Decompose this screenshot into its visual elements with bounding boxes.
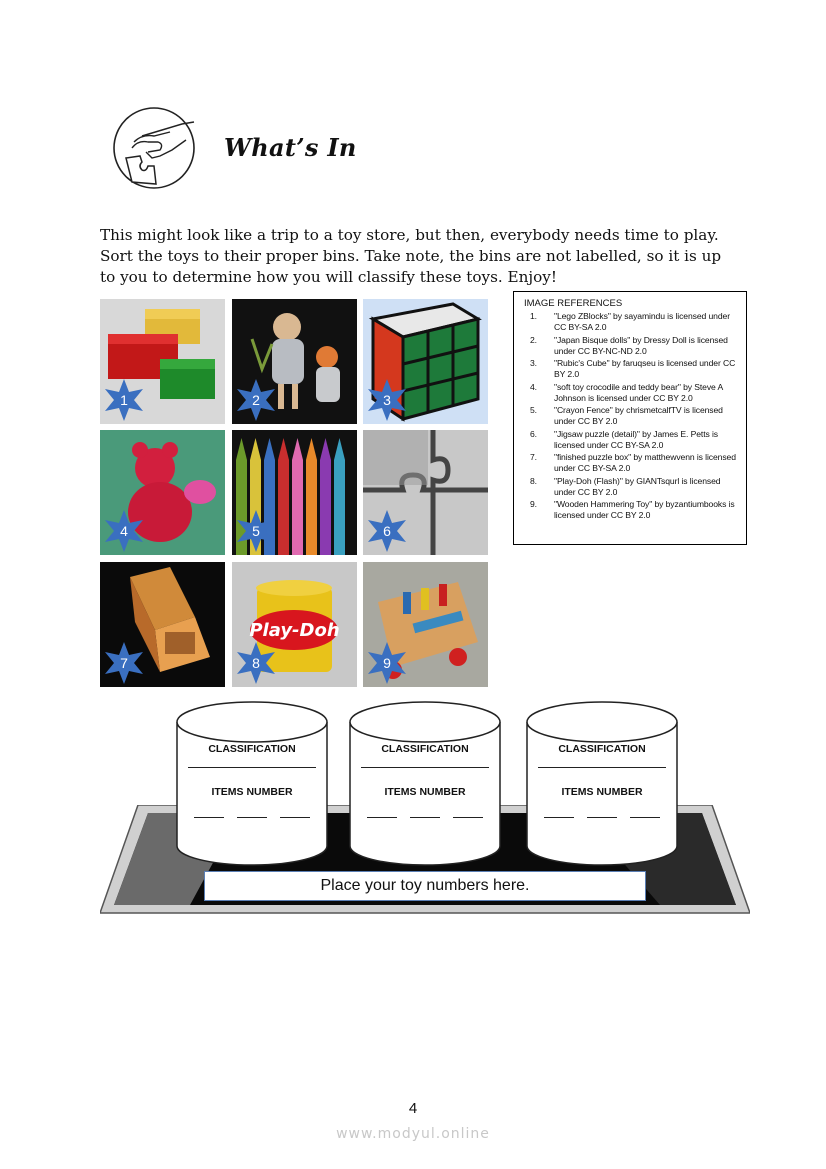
reference-item: 8. "Play-Doh (Flash)" by GIANTsqurl is licensed under CC BY 2.0 xyxy=(530,475,721,497)
toy-photo-rubiks-cube xyxy=(363,299,488,424)
reference-item: 1. "Lego ZBlocks" by sayamindu is licensed under CC BY-SA 2.0 xyxy=(530,311,730,332)
page-title: What’s In xyxy=(224,133,357,162)
number-badge: 6 xyxy=(365,509,409,553)
classification-label: CLASSIFICATION xyxy=(558,743,646,755)
play-doh-logo: Play-Doh xyxy=(249,620,340,641)
number-badge: 3 xyxy=(365,378,409,422)
item-blank[interactable] xyxy=(280,817,310,818)
item-blank[interactable] xyxy=(544,817,574,818)
item-blank[interactable] xyxy=(587,817,617,818)
reference-item: 5. "Crayon Fence" by chrismetcalfTV is licensed under CC BY 2.0 xyxy=(530,405,723,426)
bin-3 xyxy=(526,700,678,866)
classification-label: CLASSIFICATION xyxy=(208,743,296,755)
toy-photo-bisque-dolls xyxy=(232,299,357,424)
number-badge: 4 xyxy=(102,509,146,553)
items-number-label: ITEMS NUMBER xyxy=(384,786,466,798)
bin-1 xyxy=(176,700,328,866)
item-blank[interactable] xyxy=(630,817,660,818)
bin-2 xyxy=(349,700,501,866)
toy-photo-lego-blocks xyxy=(100,299,225,424)
item-blank[interactable] xyxy=(194,817,224,818)
number-badge: 9 xyxy=(365,641,409,685)
reference-item: 4. "soft toy crocodile and teddy bear" by Steve A Johnson is licensed under CC BY 2.0 xyxy=(530,381,723,403)
reference-item: 3. "Rubic's Cube" by faruqseu is licensed under CC BY 2.0 xyxy=(530,358,736,379)
number-badge: 2 xyxy=(234,378,278,422)
items-number-label: ITEMS NUMBER xyxy=(211,786,293,798)
item-blank[interactable] xyxy=(453,817,483,818)
classification-line xyxy=(188,767,316,768)
reference-item: 6. "Jigsaw puzzle (detail)" by James E. Petts is licensed under CC BY-SA 2.0 xyxy=(530,428,718,450)
number-badge: 8 xyxy=(234,641,278,685)
image-references-box xyxy=(513,291,747,545)
items-number-label: ITEMS NUMBER xyxy=(561,786,643,798)
item-blank[interactable] xyxy=(237,817,267,818)
toy-photo-hammering-toy xyxy=(363,562,488,687)
reference-item: 2. "Japan Bisque dolls" by Dressy Doll is licensed under CC BY-NC-ND 2.0 xyxy=(530,334,728,356)
toy-photo-teddy-bear xyxy=(100,430,225,555)
page-number: 4 xyxy=(408,1100,418,1117)
item-blank[interactable] xyxy=(367,817,397,818)
toy-photo-crayons xyxy=(232,430,357,555)
references-title: IMAGE REFERENCES xyxy=(524,298,623,309)
classification-line xyxy=(361,767,489,768)
intro-paragraph: This might look like a trip to a toy store, but then, everybody needs time to play. Sort the toys to their proper bins. Take note, the bins are not labelled, so it is up to you to determine how you will classify these toys. Enjoy! xyxy=(100,226,722,286)
reference-item: 9. "Wooden Hammering Toy" by byzantiumbooks is licensed under CC BY 2.0 xyxy=(530,499,735,520)
reference-item: 7. "finished puzzle box" by matthewvenn is licensed under CC BY-SA 2.0 xyxy=(530,452,736,473)
number-badge: 5 xyxy=(234,509,278,553)
watermark: www.modyul.online xyxy=(336,1126,490,1142)
tray-label: Place your toy numbers here. xyxy=(204,871,646,901)
hand-puzzle-piece-icon xyxy=(112,106,196,190)
toy-photo-jigsaw-puzzle xyxy=(363,430,488,555)
classification-line xyxy=(538,767,666,768)
number-badge: 7 xyxy=(102,641,146,685)
number-badge: 1 xyxy=(102,378,146,422)
toy-photo-play-doh xyxy=(232,562,357,687)
classification-label: CLASSIFICATION xyxy=(381,743,469,755)
toy-photo-puzzle-box xyxy=(100,562,225,687)
item-blank[interactable] xyxy=(410,817,440,818)
